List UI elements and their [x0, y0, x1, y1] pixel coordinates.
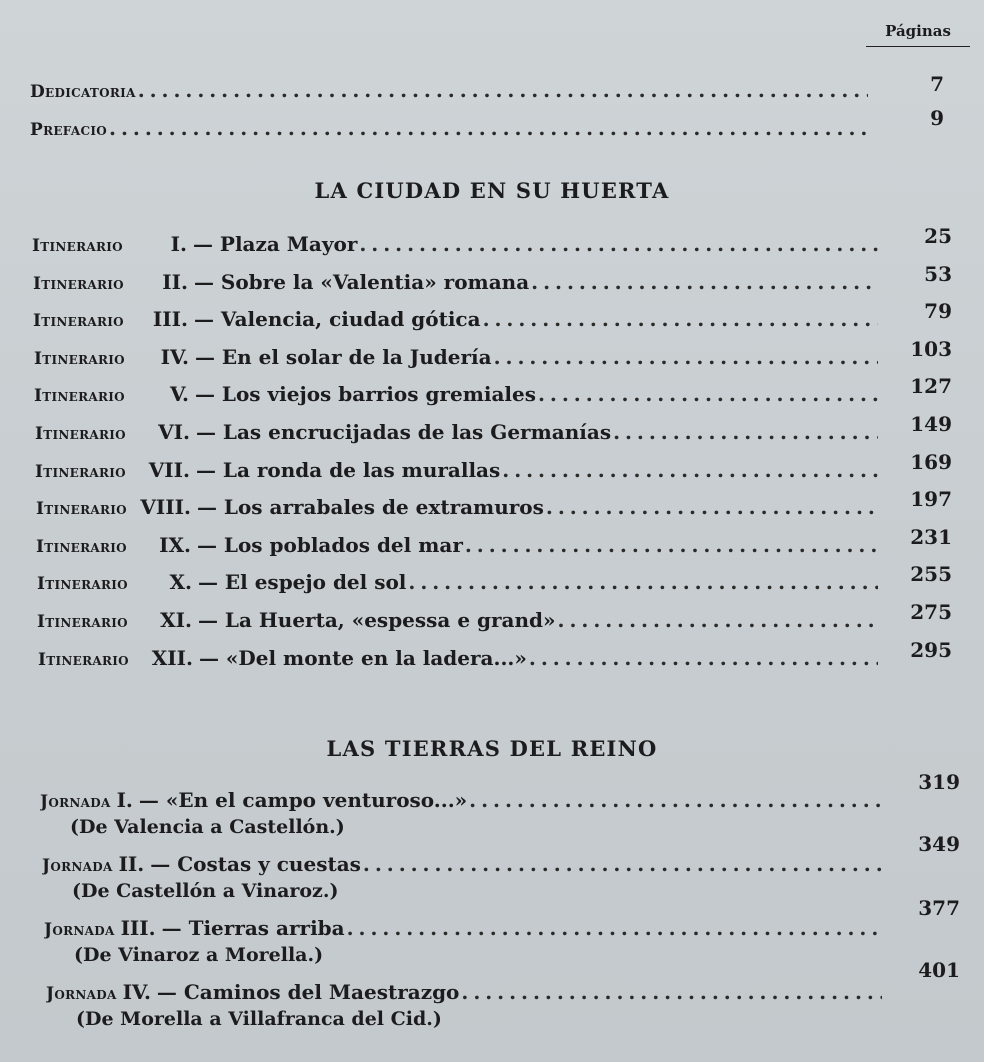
- toc-entry-jornada[interactable]: [46, 980, 886, 1004]
- entry-number: XII.: [151, 646, 193, 670]
- entry-kind: Itinerario: [34, 349, 125, 369]
- entry-title: — Tierras arriba: [161, 916, 345, 940]
- page-number: 349: [918, 832, 960, 856]
- entry-route: (De Vinaroz a Morella.): [74, 944, 324, 966]
- toc-entry-itinerario[interactable]: [33, 270, 882, 294]
- leader-dots: [494, 345, 878, 369]
- entry-kind: Jornada: [46, 984, 117, 1004]
- leader-dots: [613, 420, 878, 444]
- toc-entry-itinerario[interactable]: [35, 420, 882, 444]
- entry-label: Dedicatoria: [30, 82, 136, 102]
- section-title: LA CIUDAD EN SU HUERTA: [314, 178, 670, 203]
- leader-dots: [461, 980, 882, 1004]
- entry-title: — Plaza Mayor: [192, 232, 358, 256]
- entry-number: VIII.: [140, 495, 191, 519]
- toc-entry-itinerario[interactable]: [36, 495, 882, 519]
- entry-title: — Los viejos barrios gremiales: [194, 382, 536, 406]
- page-number: 231: [910, 525, 952, 549]
- entry-title: — Caminos del Maestrazgo: [156, 980, 460, 1004]
- pages-column-header: Páginas: [866, 22, 970, 47]
- entry-number: VII.: [148, 458, 190, 482]
- leader-dots: [558, 608, 878, 632]
- toc-entry-itinerario[interactable]: [37, 570, 882, 594]
- toc-entry-dedicatoria[interactable]: [30, 78, 872, 102]
- entry-title: — Los arrabales de extramuros: [196, 495, 544, 519]
- entry-number: IX.: [159, 533, 191, 557]
- page-number: 401: [918, 958, 960, 982]
- entry-title: — Las encrucijadas de las Germanías: [195, 420, 612, 444]
- entry-number: IV.: [122, 980, 151, 1004]
- leader-dots: [347, 916, 882, 940]
- leader-dots: [465, 533, 878, 557]
- page-number: 25: [924, 224, 952, 248]
- leader-dots: [546, 495, 878, 519]
- entry-kind: Jornada: [42, 856, 113, 876]
- entry-title: — La ronda de las murallas: [195, 458, 501, 482]
- entry-title: — «En el campo venturoso...»: [138, 788, 468, 812]
- toc-entry-itinerario[interactable]: [35, 458, 882, 482]
- page-number: 255: [910, 562, 952, 586]
- entry-kind: Itinerario: [37, 612, 128, 632]
- entry-route: (De Castellón a Vinaroz.): [72, 880, 339, 902]
- entry-title: — Los poblados del mar: [196, 533, 463, 557]
- page-number: 169: [910, 450, 952, 474]
- leader-dots: [359, 232, 878, 256]
- leader-dots: [502, 458, 878, 482]
- entry-title: — La Huerta, «espessa e grand»: [197, 608, 556, 632]
- page-number: 377: [918, 896, 960, 920]
- entry-number: VI.: [158, 420, 190, 444]
- toc-entry-jornada[interactable]: [40, 788, 886, 812]
- toc-entry-itinerario[interactable]: [34, 345, 882, 369]
- leader-dots: [109, 116, 868, 140]
- leader-dots: [138, 78, 868, 102]
- entry-kind: Itinerario: [36, 499, 127, 519]
- toc-entry-itinerario[interactable]: [36, 533, 882, 557]
- page-number: 295: [910, 638, 952, 662]
- toc-entry-itinerario[interactable]: [38, 646, 882, 670]
- page-number: 7: [930, 72, 944, 96]
- entry-title: — En el solar de la Judería: [194, 345, 492, 369]
- entry-number: I.: [116, 788, 133, 812]
- section-title: LAS TIERRAS DEL REINO: [326, 736, 658, 761]
- leader-dots: [529, 646, 878, 670]
- toc-entry-itinerario[interactable]: [34, 382, 882, 406]
- entry-kind: Itinerario: [37, 574, 128, 594]
- toc-entry-prefacio[interactable]: [30, 116, 872, 140]
- leader-dots: [408, 570, 878, 594]
- entry-kind: Itinerario: [36, 537, 127, 557]
- entry-route: (De Valencia a Castellón.): [70, 816, 345, 838]
- leader-dots: [469, 788, 882, 812]
- entry-route: (De Morella a Villafranca del Cid.): [76, 1008, 442, 1030]
- page-number: 149: [910, 412, 952, 436]
- toc-entry-jornada[interactable]: [44, 916, 886, 940]
- entry-title: — Costas y cuestas: [150, 852, 361, 876]
- toc-entry-itinerario[interactable]: [32, 232, 882, 256]
- toc-entry-itinerario[interactable]: [37, 608, 882, 632]
- entry-number: I.: [170, 232, 187, 256]
- page-number: 53: [924, 262, 952, 286]
- entry-number: III.: [120, 916, 156, 940]
- entry-title: — Sobre la «Valentia» romana: [193, 270, 530, 294]
- entry-number: II.: [118, 852, 145, 876]
- entry-title: — Valencia, ciudad gótica: [193, 307, 481, 331]
- page-number: 103: [910, 337, 952, 361]
- page-number: 319: [918, 770, 960, 794]
- entry-kind: Itinerario: [34, 386, 125, 406]
- entry-number: X.: [169, 570, 192, 594]
- leader-dots: [538, 382, 878, 406]
- leader-dots: [363, 852, 882, 876]
- page-number: 275: [910, 600, 952, 624]
- entry-kind: Itinerario: [35, 424, 126, 444]
- page-number: 127: [910, 374, 952, 398]
- entry-number: XI.: [160, 608, 192, 632]
- toc-entry-itinerario[interactable]: [33, 307, 882, 331]
- entry-kind: Jornada: [44, 920, 115, 940]
- entry-title: — «Del monte en la ladera...»: [198, 646, 527, 670]
- leader-dots: [531, 270, 878, 294]
- entry-kind: Itinerario: [32, 236, 123, 256]
- entry-kind: Jornada: [40, 792, 111, 812]
- entry-number: IV.: [160, 345, 189, 369]
- leader-dots: [483, 307, 878, 331]
- entry-number: V.: [169, 382, 189, 406]
- entry-kind: Itinerario: [35, 462, 126, 482]
- toc-entry-jornada[interactable]: [42, 852, 886, 876]
- entry-label: Prefacio: [30, 120, 108, 140]
- entry-number: II.: [162, 270, 188, 294]
- entry-kind: Itinerario: [33, 311, 124, 331]
- entry-kind: Itinerario: [38, 650, 129, 670]
- page-number: 197: [910, 487, 952, 511]
- entry-kind: Itinerario: [33, 274, 124, 294]
- page-number: 9: [930, 106, 944, 130]
- entry-title: — El espejo del sol: [197, 570, 407, 594]
- page-number: 79: [924, 299, 952, 323]
- entry-number: III.: [152, 307, 188, 331]
